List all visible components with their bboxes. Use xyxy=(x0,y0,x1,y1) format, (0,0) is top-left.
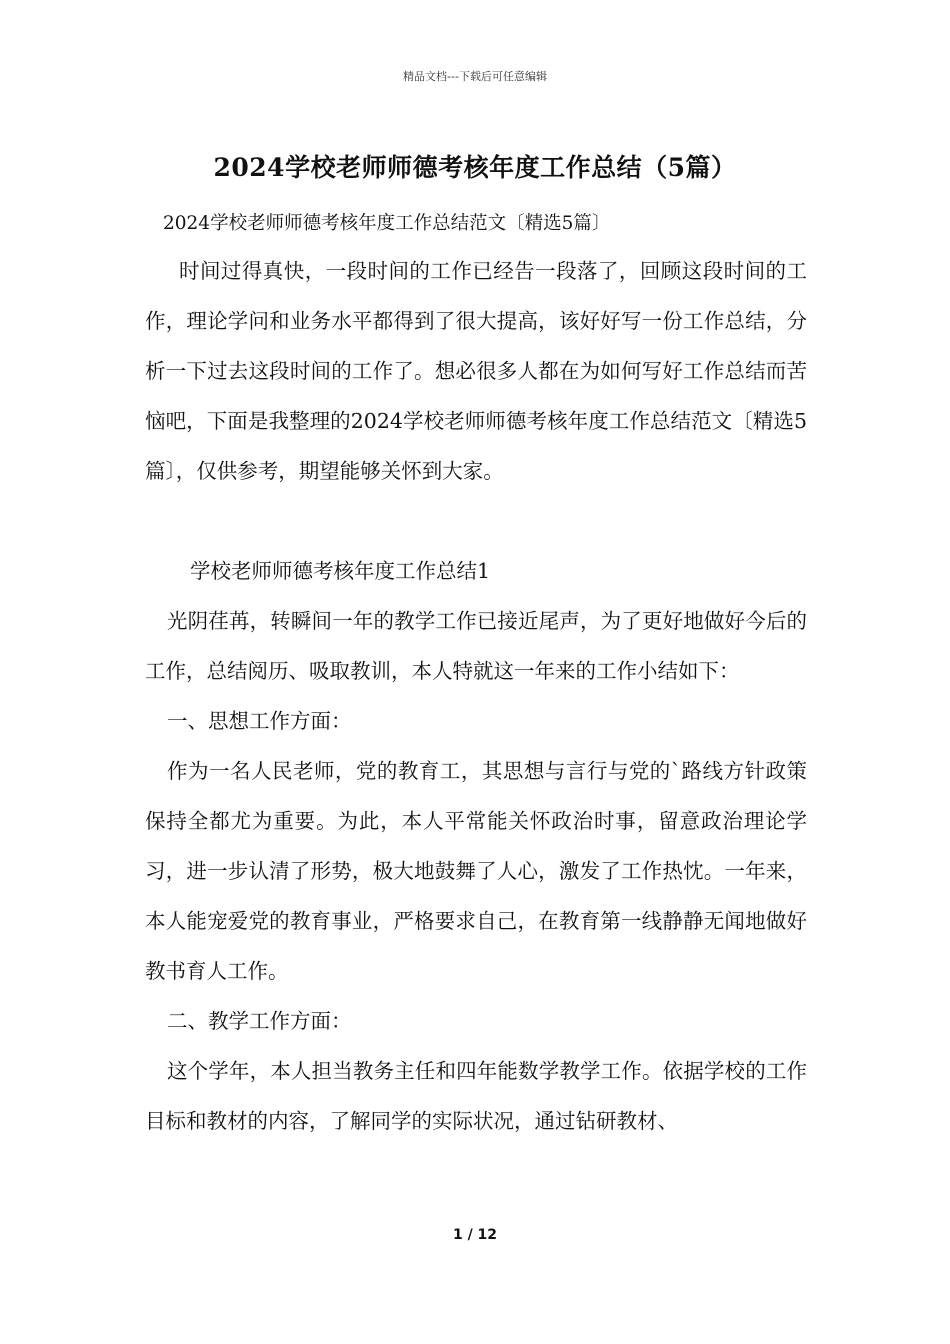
paragraph-2: 作为一名人民老师，党的教育工，其思想与言行与党的`路线方针政策保持全都尤为重要。为此，本人平常能关怀政治时事，留意政治理论学习，进一步认清了形势，极大地鼓舞了人心，激发了工作热忱。一年来，本人能宠爱党的教育事业，严格要求自己，在教育第一线静静无闻地做好教书育人工作。 xyxy=(145,759,807,983)
heading-teaching: 二、教学工作方面： xyxy=(167,1009,352,1033)
document-title: 2024学校老师师德考核年度工作总结（5篇） xyxy=(213,153,737,182)
section-title: 学校老师师德考核年度工作总结1 xyxy=(190,559,491,583)
paragraph-1: 光阴荏苒，转瞬间一年的教学工作已接近尾声，为了更好地做好今后的工作，总结阅历、吸取教训，本人特就这一年来的工作小结如下： xyxy=(145,609,807,683)
page-number: 1 / 12 xyxy=(452,1227,498,1243)
paragraph-3: 这个学年，本人担当教务主任和四年能数学教学工作。依据学校的工作目标和教材的内容，了解同学的实际状况，通过钻研教材、 xyxy=(145,1059,807,1133)
section-1 xyxy=(145,546,807,1146)
document-subtitle: 2024学校老师师德考核年度工作总结范文〔精选5篇〕 xyxy=(163,213,611,234)
intro-paragraph: 时间过得真快，一段时间的工作已经告一段落了，回顾这段时间的工作，理论学问和业务水平都得到了很大提高，该好好写一份工作总结，分析一下过去这段时间的工作了。想必很多人都在为如何写好工作总结而苦恼吧，下面是我整理的2024学校老师师德考核年度工作总结范文〔精选5篇〕，仅供参考，期望能够关怀到大家。 xyxy=(145,259,807,483)
header-note: 精品文档---下载后可任意编辑 xyxy=(403,70,547,83)
intro-block xyxy=(145,246,807,496)
heading-thought: 一、思想工作方面： xyxy=(167,709,352,733)
